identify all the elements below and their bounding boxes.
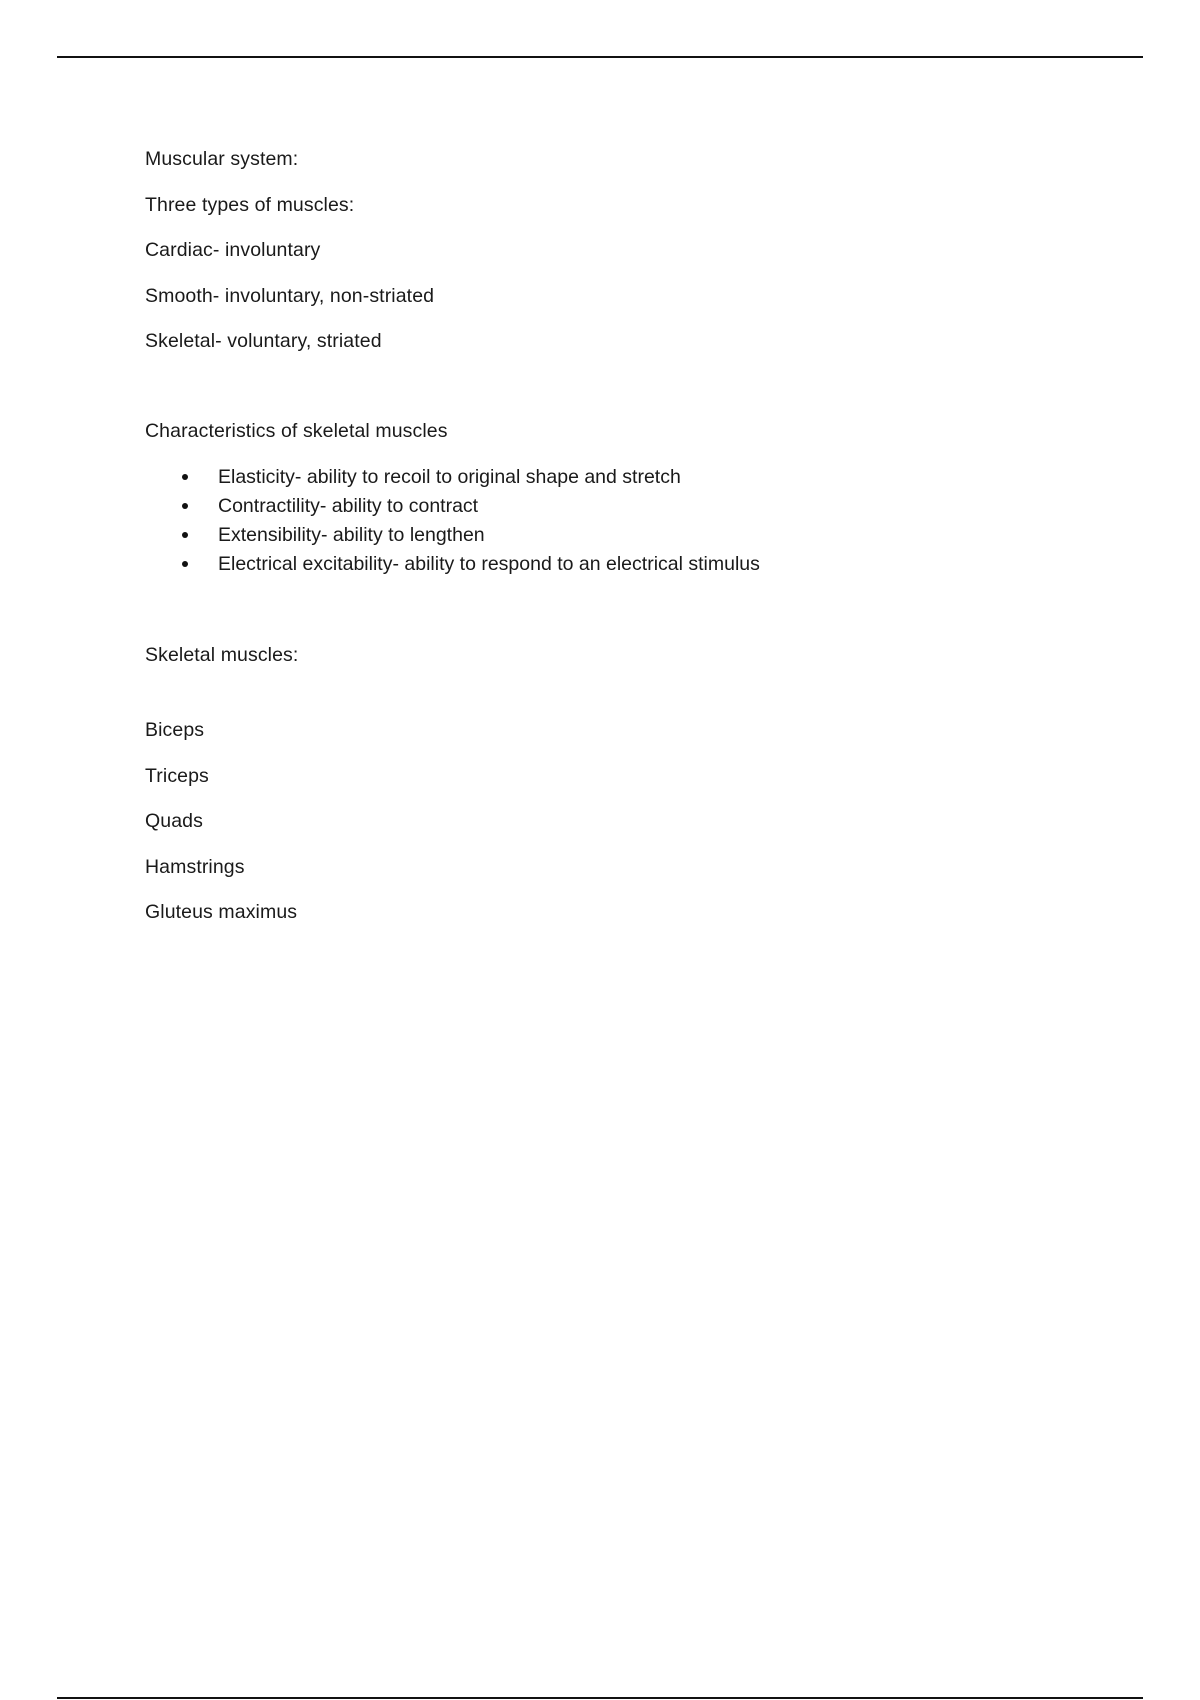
skeletal-muscle-item: Triceps [145,765,209,787]
list-item [145,465,760,494]
muscle-type-item: Smooth- involuntary, non-striated [145,285,435,307]
characteristics-list [145,465,760,581]
skeletal-muscles-heading: Skeletal muscles: [145,644,299,666]
skeletal-muscle-item: Quads [145,810,203,832]
characteristic-text: Electrical excitability- ability to respond to an electrical stimulus [218,553,760,575]
characteristic-text: Extensibility- ability to lengthen [218,524,485,546]
bullet-icon [182,474,188,480]
list-item [145,494,760,523]
muscle-type-item: Cardiac- involuntary [145,239,321,261]
skeletal-muscle-item: Biceps [145,719,205,741]
skeletal-muscle-item: Gluteus maximus [145,901,298,923]
characteristics-heading: Characteristics of skeletal muscles [145,420,448,442]
characteristic-text: Contractility- ability to contract [218,495,479,517]
skeletal-muscle-item: Hamstrings [145,856,245,878]
header-rule [57,56,1143,58]
list-item [145,523,760,552]
characteristic-text: Elasticity- ability to recoil to original shape and stretch [218,466,681,488]
section-heading-muscular-system: Muscular system: [145,148,299,170]
bullet-icon [182,532,188,538]
types-intro: Three types of muscles: [145,194,355,216]
muscle-type-item: Skeletal- voluntary, striated [145,330,382,352]
bullet-icon [182,561,188,567]
footer-rule [57,1697,1143,1699]
list-item [145,552,760,581]
bullet-icon [182,503,188,509]
